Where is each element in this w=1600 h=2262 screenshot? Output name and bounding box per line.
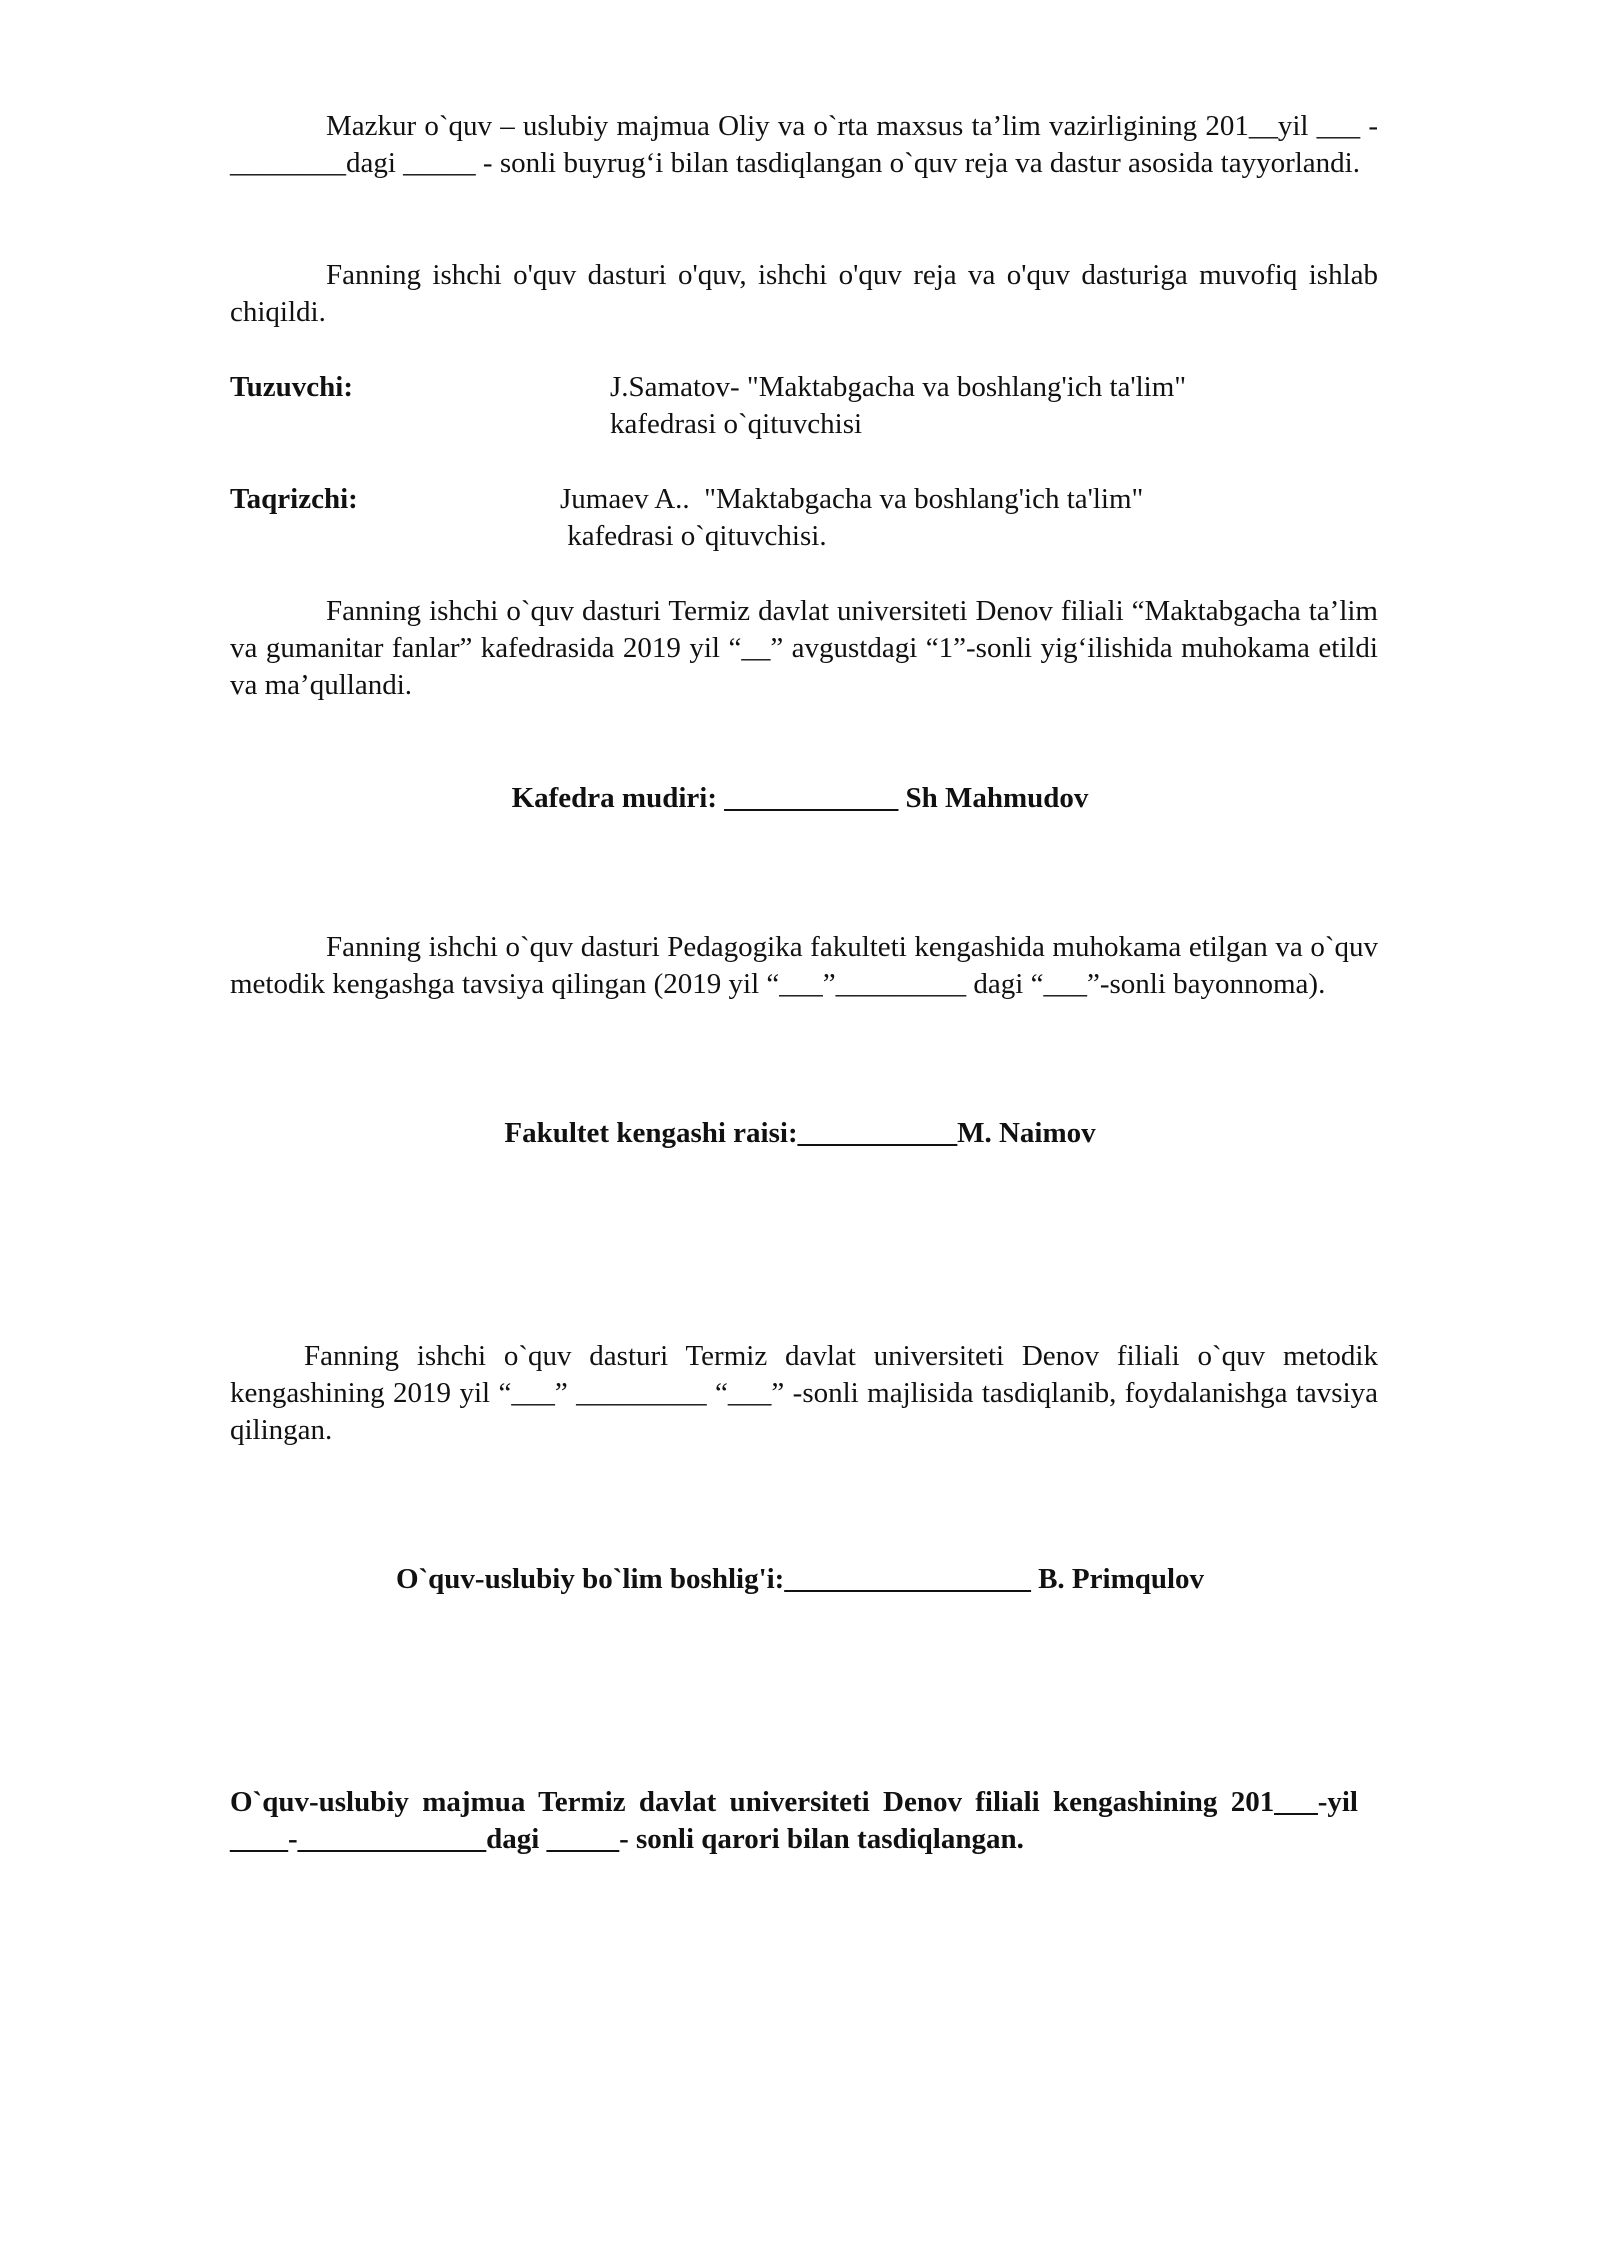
faculty-council-text: Fanning ishchi o`quv dasturi Pedagogika fakulteti kengashida muhokama etilgan va o`quv metodik kengashga tavsiya qilingan (2019 yil “___”_________ dagi “___”-sonli bayonnoma). bbox=[230, 931, 1378, 1000]
program-basis-text: Fanning ishchi o'quv dasturi o'quv, ishchi o'quv reja va o'quv dasturiga muvofiq ishlab chiqildi. bbox=[230, 259, 1378, 328]
methods-council-text: Fanning ishchi o`quv dasturi Termiz davlat universiteti Denov filiali o`quv metodik kengashining 2019 yil “___” _________ “___” -sonli majlisida tasdiqlanib, foydalanishga tavsiya qilingan. bbox=[230, 1340, 1378, 1446]
department-discussion-paragraph bbox=[230, 593, 1378, 704]
branch-council-paragraph bbox=[230, 1784, 1358, 1858]
methods-head-signature: O`quv-uslubiy bo`lim boshlig'i:_________________ B. Primqulov bbox=[395, 1563, 1205, 1595]
approval-paragraph bbox=[230, 108, 1378, 182]
approval-text: Mazkur o`quv – uslubiy majmua Oliy va o`rta maxsus ta’lim vazirligining 201__yil ___ - ________dagi _____ - sonli buyrug‘i bilan tasdiqlangan o`quv reja va dastur asosida tayyorlandi. bbox=[230, 110, 1378, 179]
compiler-label: Tuzuvchi: bbox=[230, 371, 354, 403]
reviewer-label: Taqrizchi: bbox=[230, 483, 358, 515]
methods-council-paragraph bbox=[230, 1338, 1378, 1449]
program-basis-paragraph bbox=[230, 257, 1378, 331]
compiler-line-2: kafedrasi o`qituvchisi bbox=[610, 408, 863, 440]
reviewer-line-1: Jumaev A.. "Maktabgacha va boshlang'ich ta'lim" bbox=[560, 483, 1144, 515]
faculty-council-paragraph bbox=[230, 929, 1378, 1003]
compiler-line-1: J.Samatov- "Maktabgacha va boshlang'ich ta'lim" bbox=[610, 371, 1187, 403]
reviewer-line-2: kafedrasi o`qituvchisi. bbox=[560, 520, 827, 552]
branch-council-text: O`quv-uslubiy majmua Termiz davlat universiteti Denov filiali kengashining 201___-yil ____-_____________dagi _____- sonli qarori bilan tasdiqlangan. bbox=[230, 1786, 1358, 1855]
faculty-chair-signature: Fakultet kengashi raisi:___________M. Naimov bbox=[504, 1117, 1096, 1149]
department-discussion-text: Fanning ishchi o`quv dasturi Termiz davlat universiteti Denov filiali “Maktabgacha ta’lim va gumanitar fanlar” kafedrasida 2019 yil “__” avgustdagi “1”-sonli yig‘ilishida muhokama etildi va ma’qullandi. bbox=[230, 595, 1378, 701]
department-head-signature: Kafedra mudiri: ____________ Sh Mahmudov bbox=[511, 782, 1089, 814]
